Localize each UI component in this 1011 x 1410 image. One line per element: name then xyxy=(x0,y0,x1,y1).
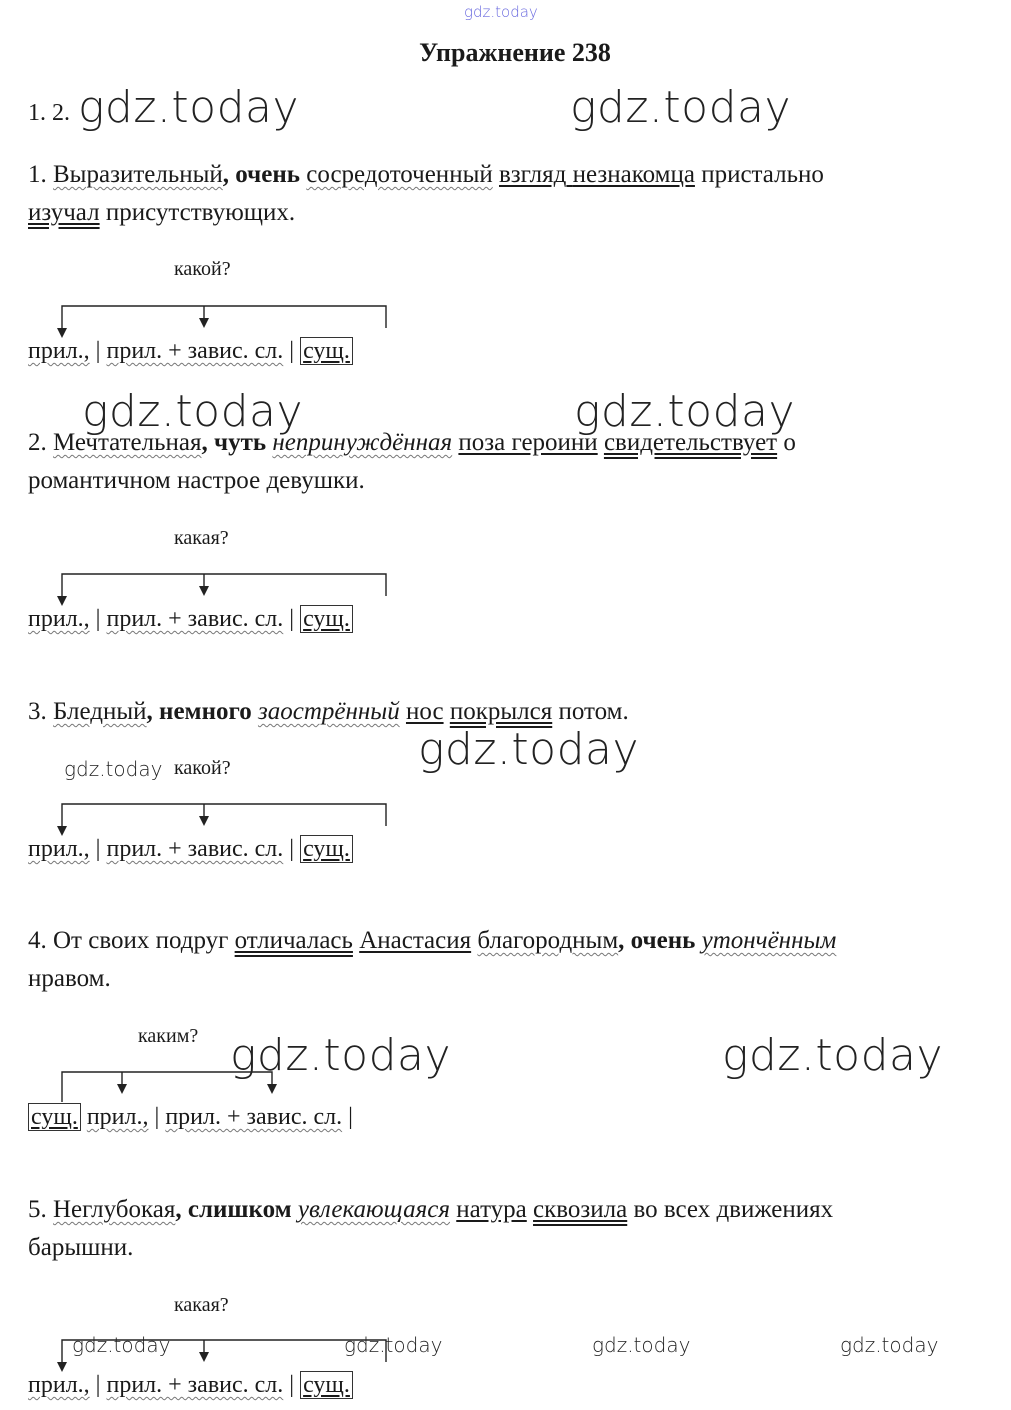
task-numbers: 1. 2. xyxy=(28,100,70,126)
syntax-scheme: сущ. прил., | прил. + завис. сл. | xyxy=(28,1104,353,1131)
sentence-word: непринуждённая xyxy=(272,429,453,456)
sentence-line xyxy=(28,960,836,998)
watermark: gdz.today xyxy=(230,1030,452,1081)
question-label: какая? xyxy=(174,527,229,549)
arrow-scheme xyxy=(0,568,450,608)
sentence-word: , xyxy=(146,698,160,725)
sentence-line xyxy=(28,462,796,500)
sentence-word: утончённым xyxy=(701,927,837,954)
watermark: gdz.today xyxy=(418,724,640,775)
watermark: gdz.today xyxy=(574,386,796,437)
sentence-word: сквозила xyxy=(533,1196,628,1223)
page-title: Упражнение 238 xyxy=(419,38,611,67)
sentence-word: Анастасия xyxy=(359,927,472,954)
sentence-word: натура xyxy=(456,1196,527,1223)
syntax-scheme: прил., | прил. + завис. сл. | сущ. xyxy=(28,338,353,365)
sentence-word: о xyxy=(777,429,796,456)
sentence-word: пристально xyxy=(694,161,824,188)
sentence-word: Выразительный xyxy=(53,161,223,188)
sentence-line xyxy=(28,194,824,232)
sentence-line: 4. От своих подруг отличалась Анастасия благородным, очень утончённым xyxy=(28,927,837,954)
sentence-word: , xyxy=(222,161,236,188)
sentence-word: очень xyxy=(630,927,696,954)
sentence-word: потом. xyxy=(552,698,629,725)
sentence-word: , xyxy=(175,1196,188,1223)
sentence-word: Неглубокая xyxy=(53,1196,176,1223)
sentence-line: 3. Бледный, немного заострённый нос покрылся потом. xyxy=(28,698,629,725)
sentence xyxy=(28,156,824,232)
question-label: какой? xyxy=(174,258,231,280)
sentence-word: отличалась xyxy=(234,927,353,954)
watermark: gdz.today xyxy=(722,1030,944,1081)
sentence-word: Бледный xyxy=(53,698,147,725)
watermark: gdz.today xyxy=(592,1333,691,1357)
sentence-word: покрылся xyxy=(449,698,553,725)
sentence-word: нравом. xyxy=(28,965,111,992)
syntax-scheme: прил., | прил. + завис. сл. | сущ. xyxy=(28,1372,353,1399)
sentence-word: увлекающаяся xyxy=(297,1196,450,1223)
sentence-line xyxy=(28,1229,833,1267)
sentence-word: , xyxy=(201,429,214,456)
sentence-word: немного xyxy=(159,698,252,725)
sentence-word: незнакомца xyxy=(572,161,695,188)
sentence-word: свидетельствует xyxy=(603,429,778,456)
question-label: какой? xyxy=(174,757,231,779)
sentence xyxy=(28,1191,833,1267)
sentence-word: слишком xyxy=(187,1196,292,1223)
sentence-word: барышни. xyxy=(28,1234,134,1261)
arrow-scheme xyxy=(0,1066,450,1106)
sentence-line: 5. Неглубокая, слишком увлекающаяся натура сквозила во всех движениях xyxy=(28,1196,834,1223)
sentence-word: заострённый xyxy=(257,698,400,725)
sentence-word: сосредоточенный xyxy=(306,161,493,188)
question-label: какая? xyxy=(174,1294,229,1316)
arrow-scheme xyxy=(0,798,450,838)
watermark: gdz.today xyxy=(64,757,163,781)
sentence-word: изучал xyxy=(28,199,100,226)
sentence-word: взгляд xyxy=(499,161,567,188)
sentence-word: очень xyxy=(235,161,300,188)
sentence-word: От своих подруг xyxy=(53,927,235,954)
sentence xyxy=(28,693,629,731)
sentence-word: благородным xyxy=(477,927,619,954)
watermark: gdz.today xyxy=(570,82,792,133)
sentence-word: романтичном настрое девушки. xyxy=(28,467,365,494)
watermark: gdz.today xyxy=(72,1333,171,1357)
sentence-word: поза героини xyxy=(458,429,598,456)
sentence-line: 1. Выразительный, очень сосредоточенный взгляд незнакомца пристально xyxy=(28,161,824,188)
watermark-top: gdz.today xyxy=(464,3,538,21)
watermark: gdz.today xyxy=(78,82,300,133)
arrow-scheme xyxy=(0,1334,450,1374)
sentence-word: , xyxy=(618,927,631,954)
sentence-word: присутствующих. xyxy=(99,199,296,226)
question-label: каким? xyxy=(138,1025,199,1047)
syntax-scheme: прил., | прил. + завис. сл. | сущ. xyxy=(28,606,353,633)
sentence-word: Мечтательная xyxy=(53,429,202,456)
arrow-scheme xyxy=(0,300,450,340)
sentence-word: чуть xyxy=(214,429,267,456)
watermark: gdz.today xyxy=(344,1333,443,1357)
watermark: gdz.today xyxy=(82,386,304,437)
sentence-word: нос xyxy=(405,698,444,725)
sentence xyxy=(28,922,836,998)
sentence-line: 2. Мечтательная, чуть непринуждённая поза героини свидетельствует о xyxy=(28,429,796,456)
watermark: gdz.today xyxy=(840,1333,939,1357)
syntax-scheme: прил., | прил. + завис. сл. | сущ. xyxy=(28,836,353,863)
sentence xyxy=(28,424,796,500)
sentence-word: во всех движениях xyxy=(627,1196,834,1223)
